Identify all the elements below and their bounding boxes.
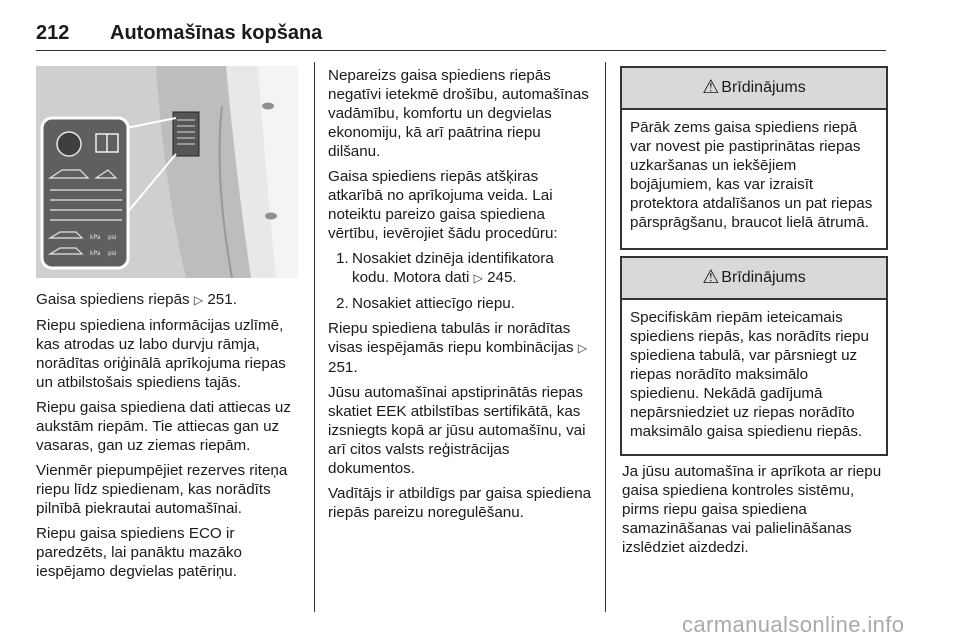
page-reference-icon: ▷ (473, 271, 483, 285)
warning-triangle-icon: ⚠ (702, 267, 720, 288)
paragraph: Gaisa spiediens riepās ▷ 251. (36, 291, 237, 308)
page-header (36, 22, 886, 52)
section-title: Automašīnas kopšana (110, 22, 323, 44)
column-divider (605, 62, 606, 612)
paragraph: Riepu gaisa spiediena dati attiecas uz aukstām riepām. Tie attiecas gan uz vasaras, gan uz ziemas riepām. (36, 399, 291, 454)
warning-triangle-icon: ⚠ (702, 77, 720, 98)
warning-header: ⚠ Brīdinājums (622, 258, 886, 300)
header-rule (36, 50, 886, 51)
column-3 (622, 462, 886, 563)
warning-text: Pārāk zems gaisa spiediens riepā var novest pie pastiprinātas riepas uzkaršanas un iekšējiem bojājumiem, kas var izraisīt protektora atdalīšanos un pat riepas pārsprāgšanu, braucot lielā ātrumā. (630, 119, 873, 231)
page-reference-icon: ▷ (193, 293, 204, 307)
page-reference-icon: ▷ (577, 341, 588, 355)
warning-box (620, 256, 888, 456)
column-divider (314, 62, 315, 612)
warning-header: ⚠ Brīdinājums (622, 68, 886, 110)
column-1 (36, 290, 306, 587)
procedure-steps (328, 249, 594, 313)
svg-text:psi: psi (108, 250, 117, 257)
page-number: 212 (36, 22, 70, 44)
svg-text:psi: psi (108, 234, 117, 241)
svg-text:kPa: kPa (90, 250, 101, 257)
door-frame-illustration (36, 66, 298, 278)
paragraph: Nepareizs gaisa spiediens riepās negatīvi ietekmē drošību, automašīnas vadāmību, komfortu un degvielas ekonomiju, kā arī paātrina riepu dilšanu. (328, 67, 589, 160)
paragraph: Vienmēr piepumpējiet rezerves riteņa riepu līdz spiedienam, kas norādīts pilnībā piekrautai automašīnai. (36, 462, 288, 517)
tire-pressure-label-figure (36, 66, 298, 278)
paragraph: Riepu spiediena informācijas uzlīmē, kas atrodas uz labo durvju rāmja, norādītas oriģinālā aprīkojuma riepas un atbilstošais spiediens tajās. (36, 317, 286, 391)
procedure-step: 1. Nosakiet dzinēja identifikatora kodu. Motora dati ▷ 245. (336, 250, 554, 286)
watermark: carmanualsonline.info (682, 612, 905, 637)
warning-text: Specifiskām riepām ieteicamais spiediens riepās, kas norādīts riepu spiediena tabulā, var pārsniegt uz riepas norādīto maksimālo spiedienu. Nekādā gadījumā nepārsniedziet uz riepas norādīto maksimālo gaisa spiedienu riepās. (630, 309, 869, 440)
paragraph: Ja jūsu automašīna ir aprīkota ar riepu gaisa spiediena kontroles sistēmu, pirms riepu gaisa spiediena samazināšanas vai palielināšanas izslēdziet aizdedzi. (622, 463, 882, 556)
paragraph: Gaisa spiediens riepās atšķiras atkarībā no aprīkojuma veida. Lai noteiktu pareizo gaisa spiediena vērtību, ievērojiet šādu procedūru: (328, 168, 558, 242)
warning-box (620, 66, 888, 250)
svg-text:kPa: kPa (90, 234, 101, 241)
paragraph: Jūsu automašīnai apstiprinātās riepas skatiet EEK atbilstības sertifikātā, kas izsniegts kopā ar jūsu automašīnu, vai arī citos valsts reģistrācijas dokumentos. (328, 384, 586, 477)
procedure-step: 2. Nosakiet attiecīgo riepu. (336, 295, 515, 312)
paragraph: Riepu spiediena tabulās ir norādītas visas iespējamās riepu kombinācijas ▷ 251. (328, 320, 588, 376)
column-2 (328, 66, 594, 528)
paragraph: Riepu gaisa spiediens ECO ir paredzēts, lai panāktu mazāko iespējamo degvielas patēriņu. (36, 525, 242, 580)
paragraph: Vadītājs ir atbildīgs par gaisa spiediena riepās pareizu noregulēšanu. (328, 485, 592, 521)
